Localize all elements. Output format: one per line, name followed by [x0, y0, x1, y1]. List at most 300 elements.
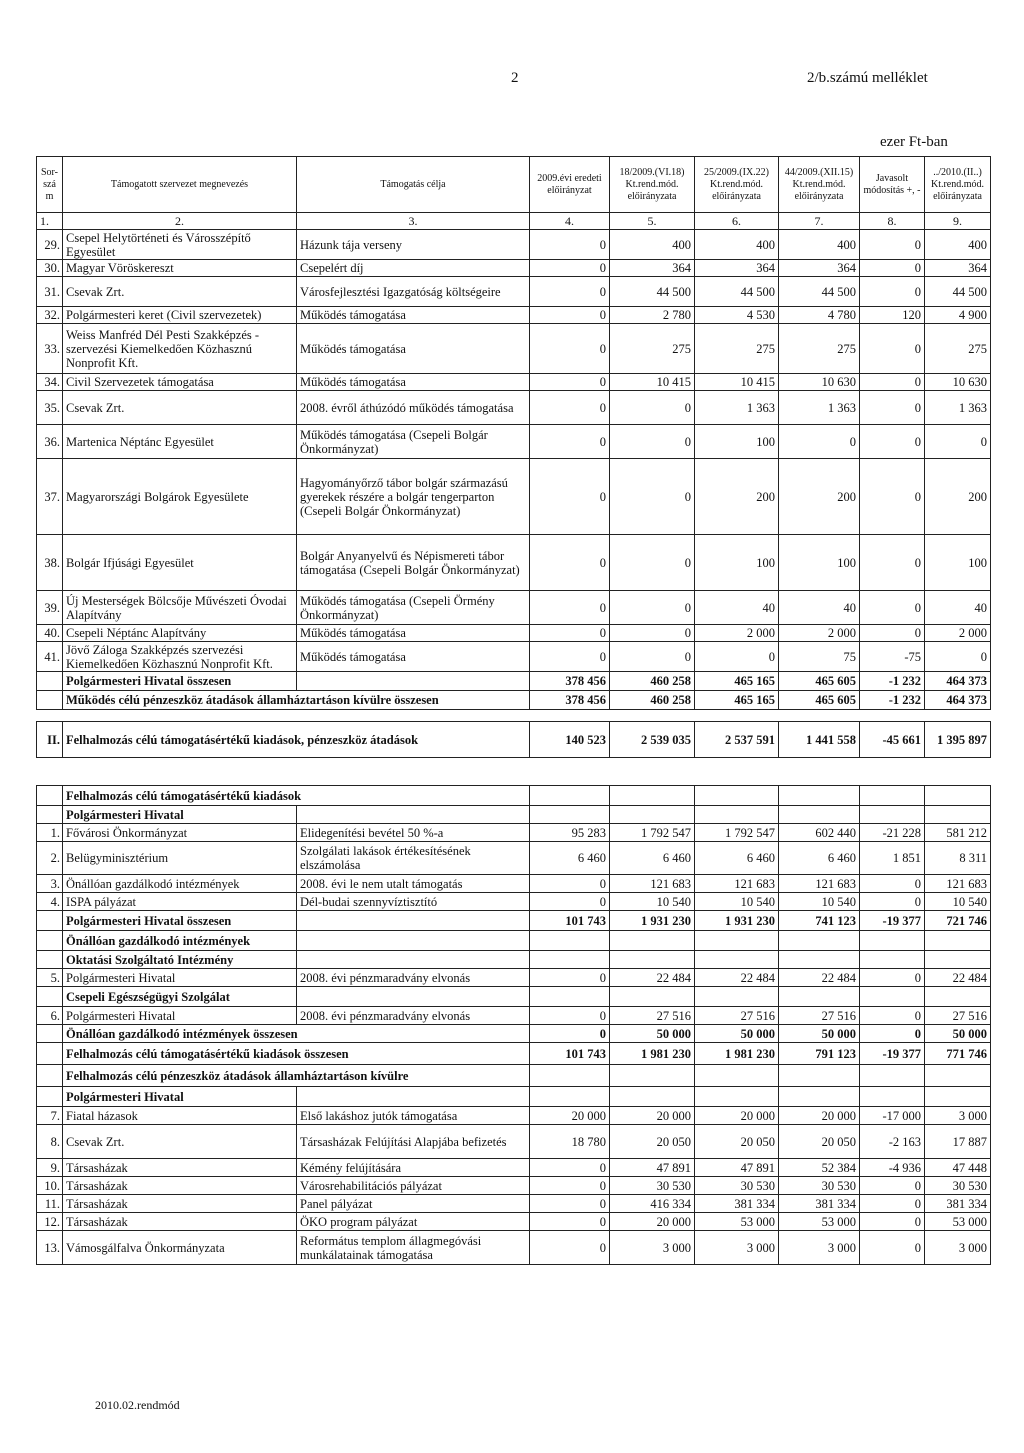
amount-cell: [530, 931, 610, 951]
amount-cell: 2 000: [695, 625, 779, 642]
amount-cell: 53 000: [695, 1213, 779, 1231]
amount-cell: 20 000: [695, 1107, 779, 1125]
table-row: [37, 806, 991, 824]
table-row: [37, 911, 991, 931]
amount-cell: 0: [925, 425, 991, 459]
amount-cell: [779, 1065, 860, 1087]
row-number: [37, 931, 63, 951]
amount-cell: [695, 786, 779, 806]
amount-cell: 0: [530, 1159, 610, 1177]
spacer-row: [37, 710, 991, 722]
amount-cell: [925, 987, 991, 1007]
amount-cell: 10 630: [925, 374, 991, 391]
row-number: 1.: [37, 824, 63, 842]
amount-cell: 378 456: [530, 672, 610, 691]
amount-cell: 100: [779, 535, 860, 591]
spacer-cell: [37, 710, 991, 722]
amount-cell: 1 931 230: [610, 911, 695, 931]
row-number: [37, 691, 63, 710]
amount-cell: [925, 786, 991, 806]
amount-cell: 27 516: [695, 1007, 779, 1025]
amount-cell: 364: [925, 260, 991, 277]
table-row: [37, 277, 991, 307]
row-number: 13.: [37, 1231, 63, 1265]
amount-cell: 771 746: [925, 1043, 991, 1065]
amount-cell: 121 683: [779, 875, 860, 893]
organization-name: Polgármesteri Hivatal összesen: [63, 672, 297, 691]
support-purpose: Csepelért díj: [297, 260, 530, 277]
amount-cell: 47 891: [695, 1159, 779, 1177]
amount-cell: [530, 1065, 610, 1087]
amount-cell: 50 000: [610, 1025, 695, 1043]
amount-cell: 0: [530, 277, 610, 307]
amount-cell: 40: [695, 591, 779, 625]
amount-cell: [860, 806, 925, 824]
amount-cell: 465 165: [695, 672, 779, 691]
row-number: 12.: [37, 1213, 63, 1231]
amount-cell: [610, 806, 695, 824]
amount-cell: 2 000: [779, 625, 860, 642]
table-row: [37, 786, 991, 806]
amount-cell: 0: [530, 1177, 610, 1195]
organization-name: Társasházak: [63, 1195, 297, 1213]
amount-cell: 275: [695, 324, 779, 374]
table-body: [37, 157, 991, 1265]
organization-name: Belügyminisztérium: [63, 842, 297, 875]
amount-cell: 0: [860, 459, 925, 535]
row-number: [37, 806, 63, 824]
organization-name: Felhalmozás célú támogatásértékű kiadások, pénzeszköz átadások: [63, 722, 530, 758]
row-number: [37, 1025, 63, 1043]
amount-cell: -1 232: [860, 672, 925, 691]
support-purpose: Bolgár Anyanyelvű és Népismereti tábor támogatása (Csepeli Bolgár Önkormányzat): [297, 535, 530, 591]
amount-cell: [530, 987, 610, 1007]
organization-name: Önállóan gazdálkodó intézmények: [63, 931, 297, 951]
amount-cell: 22 484: [779, 969, 860, 987]
organization-name: Polgármesteri Hivatal: [63, 1007, 297, 1025]
amount-cell: [925, 806, 991, 824]
amount-cell: 20 050: [695, 1125, 779, 1159]
amount-cell: 0: [530, 591, 610, 625]
amount-cell: -1 232: [860, 691, 925, 710]
amount-cell: 20 050: [610, 1125, 695, 1159]
row-number: II.: [37, 722, 63, 758]
organization-name: Csevak Zrt.: [63, 391, 297, 425]
amount-cell: 44 500: [779, 277, 860, 307]
organization-name: Társasházak: [63, 1177, 297, 1195]
organization-name: Csepeli Egészségügyi Szolgálat: [63, 987, 297, 1007]
amount-cell: 416 334: [610, 1195, 695, 1213]
row-number: 4.: [37, 893, 63, 911]
header-cell: Támogatott szervezet megnevezés: [63, 157, 297, 213]
row-number: [37, 911, 63, 931]
support-purpose: Városfejlesztési Igazgatóság költségeire: [297, 277, 530, 307]
table-row: [37, 951, 991, 969]
amount-cell: [610, 1065, 695, 1087]
organization-name: Civil Szervezetek támogatása: [63, 374, 297, 391]
support-purpose: Működés támogatása: [297, 642, 530, 672]
amount-cell: 381 334: [779, 1195, 860, 1213]
amount-cell: 0: [530, 969, 610, 987]
amount-cell: 0: [530, 391, 610, 425]
spacer-row: [37, 758, 991, 786]
amount-cell: 20 000: [610, 1213, 695, 1231]
table-row: [37, 1107, 991, 1125]
support-purpose: [297, 931, 530, 951]
amount-cell: 0: [925, 642, 991, 672]
row-number: 36.: [37, 425, 63, 459]
support-purpose: [297, 672, 530, 691]
amount-cell: -21 228: [860, 824, 925, 842]
amount-cell: [530, 786, 610, 806]
amount-cell: 381 334: [695, 1195, 779, 1213]
row-number: [37, 987, 63, 1007]
organization-name: Felhalmozás célú támogatásértékű kiadások összesen: [63, 1043, 530, 1065]
table-row: [37, 1043, 991, 1065]
amount-cell: 6 460: [530, 842, 610, 875]
annex-title: 2/b.számú melléklet: [807, 70, 928, 86]
amount-cell: -4 936: [860, 1159, 925, 1177]
organization-name: Csevak Zrt.: [63, 1125, 297, 1159]
amount-cell: 6 460: [695, 842, 779, 875]
amount-cell: 0: [860, 374, 925, 391]
amount-cell: 0: [530, 260, 610, 277]
amount-cell: 0: [860, 893, 925, 911]
support-purpose: Elidegenítési bevétel 50 %-a: [297, 824, 530, 842]
amount-cell: [925, 1087, 991, 1107]
amount-cell: 460 258: [610, 672, 695, 691]
header-cell: 2009.évi eredeti előirányzat: [530, 157, 610, 213]
amount-cell: 121 683: [610, 875, 695, 893]
table-row: [37, 374, 991, 391]
amount-cell: 400: [695, 230, 779, 260]
amount-cell: 50 000: [925, 1025, 991, 1043]
amount-cell: 40: [925, 591, 991, 625]
support-purpose: Kémény felújítására: [297, 1159, 530, 1177]
support-purpose: 2008. évi pénzmaradvány elvonás: [297, 1007, 530, 1025]
index-cell: 2.: [63, 213, 297, 230]
support-purpose: Szolgálati lakások értékesítésének elszámolása: [297, 842, 530, 875]
amount-cell: 6 460: [610, 842, 695, 875]
amount-cell: 1 981 230: [695, 1043, 779, 1065]
amount-cell: [695, 951, 779, 969]
amount-cell: 0: [860, 324, 925, 374]
support-purpose: Társasházak Felújítási Alapjába befizetés: [297, 1125, 530, 1159]
row-number: 33.: [37, 324, 63, 374]
amount-cell: 100: [925, 535, 991, 591]
footer-note: 2010.02.rendmód: [95, 1398, 180, 1412]
row-number: 29.: [37, 230, 63, 260]
row-number: 35.: [37, 391, 63, 425]
amount-cell: 0: [695, 642, 779, 672]
row-number: 38.: [37, 535, 63, 591]
support-purpose: 2008. évi pénzmaradvány elvonás: [297, 969, 530, 987]
row-number: 9.: [37, 1159, 63, 1177]
header-cell: 25/2009.(IX.22) Kt.rend.mód. előirányzata: [695, 157, 779, 213]
index-cell: 3.: [297, 213, 530, 230]
amount-cell: 0: [610, 591, 695, 625]
amount-cell: 0: [860, 230, 925, 260]
index-cell: 1.: [37, 213, 63, 230]
row-number: 39.: [37, 591, 63, 625]
amount-cell: 4 780: [779, 307, 860, 324]
row-number: 41.: [37, 642, 63, 672]
amount-cell: 0: [530, 1213, 610, 1231]
amount-cell: 101 743: [530, 911, 610, 931]
table-row: [37, 931, 991, 951]
organization-name: Társasházak: [63, 1213, 297, 1231]
amount-cell: 0: [610, 391, 695, 425]
organization-name: Oktatási Szolgáltató Intézmény: [63, 951, 297, 969]
row-number: [37, 672, 63, 691]
amount-cell: 1 363: [925, 391, 991, 425]
amount-cell: 0: [860, 1025, 925, 1043]
support-purpose: 2008. évi le nem utalt támogatás: [297, 875, 530, 893]
index-cell: 6.: [695, 213, 779, 230]
support-purpose: 2008. évről áthúzódó működés támogatása: [297, 391, 530, 425]
amount-cell: 50 000: [695, 1025, 779, 1043]
amount-cell: 140 523: [530, 722, 610, 758]
table-row: [37, 722, 991, 758]
row-number: 31.: [37, 277, 63, 307]
amount-cell: 465 165: [695, 691, 779, 710]
organization-name: Felhalmozás célú pénzeszköz átadások államháztartáson kívülre: [63, 1065, 530, 1087]
table-row: [37, 459, 991, 535]
amount-cell: -17 000: [860, 1107, 925, 1125]
header-row: [37, 157, 991, 213]
support-purpose: Első lakáshoz jutók támogatása: [297, 1107, 530, 1125]
amount-cell: 275: [610, 324, 695, 374]
organization-name: Csepel Helytörténeti és Városszépítő Egyesület: [63, 230, 297, 260]
table-row: [37, 625, 991, 642]
amount-cell: 27 516: [925, 1007, 991, 1025]
amount-cell: 75: [779, 642, 860, 672]
amount-cell: 3 000: [925, 1107, 991, 1125]
support-purpose: Működés támogatása (Csepeli Örmény Önkormányzat): [297, 591, 530, 625]
amount-cell: 721 746: [925, 911, 991, 931]
organization-name: Önállóan gazdálkodó intézmények: [63, 875, 297, 893]
amount-cell: 275: [925, 324, 991, 374]
amount-cell: 0: [530, 1025, 610, 1043]
amount-cell: 47 891: [610, 1159, 695, 1177]
support-purpose: Működés támogatása (Csepeli Bolgár Önkormányzat): [297, 425, 530, 459]
amount-cell: -75: [860, 642, 925, 672]
table-row: [37, 591, 991, 625]
amount-cell: 0: [860, 535, 925, 591]
table-row: [37, 425, 991, 459]
amount-cell: 53 000: [779, 1213, 860, 1231]
amount-cell: 52 384: [779, 1159, 860, 1177]
amount-cell: [779, 806, 860, 824]
row-number: 37.: [37, 459, 63, 535]
row-number: [37, 786, 63, 806]
amount-cell: 0: [530, 425, 610, 459]
table-row: [37, 1087, 991, 1107]
header-cell: Javasolt módosítás +, -: [860, 157, 925, 213]
support-purpose: Működés támogatása: [297, 625, 530, 642]
header-cell: ../2010.(II..) Kt.rend.mód. előirányzata: [925, 157, 991, 213]
amount-cell: 10 415: [695, 374, 779, 391]
row-number: [37, 1065, 63, 1087]
support-purpose: Házunk tája verseny: [297, 230, 530, 260]
amount-cell: 27 516: [779, 1007, 860, 1025]
support-purpose: Városrehabilitációs pályázat: [297, 1177, 530, 1195]
amount-cell: [925, 931, 991, 951]
amount-cell: [610, 786, 695, 806]
amount-cell: 100: [695, 425, 779, 459]
index-cell: 5.: [610, 213, 695, 230]
table-row: [37, 307, 991, 324]
amount-cell: [860, 1065, 925, 1087]
amount-cell: [860, 987, 925, 1007]
row-number: [37, 1043, 63, 1065]
organization-name: Vámosgálfalva Önkormányzata: [63, 1231, 297, 1265]
amount-cell: 1 792 547: [695, 824, 779, 842]
amount-cell: 10 540: [695, 893, 779, 911]
amount-cell: [695, 987, 779, 1007]
amount-cell: 0: [530, 535, 610, 591]
amount-cell: 22 484: [695, 969, 779, 987]
organization-name: Felhalmozás célú támogatásértékű kiadások: [63, 786, 530, 806]
index-cell: 8.: [860, 213, 925, 230]
amount-cell: 2 780: [610, 307, 695, 324]
support-purpose: Működés támogatása: [297, 374, 530, 391]
amount-cell: [610, 931, 695, 951]
amount-cell: 0: [530, 642, 610, 672]
organization-name: Polgármesteri keret (Civil szervezetek): [63, 307, 297, 324]
table-row: [37, 969, 991, 987]
amount-cell: 0: [530, 324, 610, 374]
amount-cell: 0: [860, 1007, 925, 1025]
table-row: [37, 535, 991, 591]
amount-cell: 95 283: [530, 824, 610, 842]
amount-cell: 464 373: [925, 672, 991, 691]
amount-cell: 2 537 591: [695, 722, 779, 758]
amount-cell: 465 605: [779, 672, 860, 691]
table-row: [37, 987, 991, 1007]
organization-name: Társasházak: [63, 1159, 297, 1177]
amount-cell: 1 931 230: [695, 911, 779, 931]
amount-cell: 1 792 547: [610, 824, 695, 842]
spacer-cell: [37, 758, 991, 786]
organization-name: Weiss Manfréd Dél Pesti Szakképzés -szervezési Kiemelkedően Közhasznú Nonprofit Kft.: [63, 324, 297, 374]
amount-cell: [695, 1065, 779, 1087]
organization-name: Magyar Vöröskereszt: [63, 260, 297, 277]
support-purpose: Dél-budai szennyvíztisztító: [297, 893, 530, 911]
amount-cell: [530, 1087, 610, 1107]
amount-cell: 18 780: [530, 1125, 610, 1159]
amount-cell: [610, 1087, 695, 1107]
table-row: [37, 642, 991, 672]
row-number: 3.: [37, 875, 63, 893]
amount-cell: 1 395 897: [925, 722, 991, 758]
organization-name: Jövő Záloga Szakképzés szervezési Kiemelkedően Közhasznú Nonprofit Kft.: [63, 642, 297, 672]
organization-name: Új Mesterségek Bölcsője Művészeti Óvodai Alapítvány: [63, 591, 297, 625]
amount-cell: 0: [530, 374, 610, 391]
organization-name: ISPA pályázat: [63, 893, 297, 911]
amount-cell: 0: [530, 625, 610, 642]
amount-cell: [860, 931, 925, 951]
amount-cell: 20 000: [779, 1107, 860, 1125]
amount-cell: 0: [530, 459, 610, 535]
support-purpose: [297, 1087, 530, 1107]
amount-cell: 0: [530, 1195, 610, 1213]
header-cell: Támogatás célja: [297, 157, 530, 213]
amount-cell: 27 516: [610, 1007, 695, 1025]
amount-cell: 40: [779, 591, 860, 625]
amount-cell: [610, 951, 695, 969]
index-cell: 9.: [925, 213, 991, 230]
table-row: [37, 230, 991, 260]
amount-cell: 120: [860, 307, 925, 324]
amount-cell: 400: [925, 230, 991, 260]
amount-cell: 741 123: [779, 911, 860, 931]
amount-cell: 791 123: [779, 1043, 860, 1065]
table-row: [37, 260, 991, 277]
amount-cell: 0: [860, 1195, 925, 1213]
amount-cell: 0: [860, 391, 925, 425]
amount-cell: 200: [695, 459, 779, 535]
amount-cell: 3 000: [779, 1231, 860, 1265]
amount-cell: 0: [860, 1231, 925, 1265]
amount-cell: 364: [610, 260, 695, 277]
amount-cell: 364: [695, 260, 779, 277]
amount-cell: [695, 931, 779, 951]
amount-cell: [860, 951, 925, 969]
amount-cell: [779, 786, 860, 806]
amount-cell: 20 000: [610, 1107, 695, 1125]
amount-cell: 0: [610, 459, 695, 535]
amount-cell: 464 373: [925, 691, 991, 710]
table-row: [37, 893, 991, 911]
amount-cell: 275: [779, 324, 860, 374]
amount-cell: 200: [925, 459, 991, 535]
table-row: [37, 1195, 991, 1213]
amount-cell: 0: [530, 875, 610, 893]
amount-cell: 101 743: [530, 1043, 610, 1065]
row-number: [37, 951, 63, 969]
amount-cell: 4 900: [925, 307, 991, 324]
row-number: 7.: [37, 1107, 63, 1125]
organization-name: Csepeli Néptánc Alapítvány: [63, 625, 297, 642]
amount-cell: [695, 806, 779, 824]
table-row: [37, 691, 991, 710]
index-cell: 7.: [779, 213, 860, 230]
amount-cell: 2 539 035: [610, 722, 695, 758]
header-cell: 44/2009.(XII.15) Kt.rend.mód. előirányzata: [779, 157, 860, 213]
support-purpose: ÖKO program pályázat: [297, 1213, 530, 1231]
row-number: 6.: [37, 1007, 63, 1025]
organization-name: Polgármesteri Hivatal: [63, 969, 297, 987]
amount-cell: 3 000: [610, 1231, 695, 1265]
amount-cell: 0: [610, 535, 695, 591]
table-row: [37, 1125, 991, 1159]
amount-cell: 3 000: [695, 1231, 779, 1265]
amount-cell: [779, 1087, 860, 1107]
support-purpose: Működés támogatása: [297, 307, 530, 324]
amount-cell: 0: [860, 425, 925, 459]
amount-cell: 1 363: [779, 391, 860, 425]
table-row: [37, 1025, 991, 1043]
amount-cell: [925, 951, 991, 969]
amount-cell: 30 530: [610, 1177, 695, 1195]
amount-cell: -45 661: [860, 722, 925, 758]
organization-name: Magyarországi Bolgárok Egyesülete: [63, 459, 297, 535]
row-number: 30.: [37, 260, 63, 277]
amount-cell: [779, 931, 860, 951]
organization-name: Működés célú pénzeszköz átadások államháztartáson kívülre összesen: [63, 691, 530, 710]
amount-cell: 0: [860, 1213, 925, 1231]
